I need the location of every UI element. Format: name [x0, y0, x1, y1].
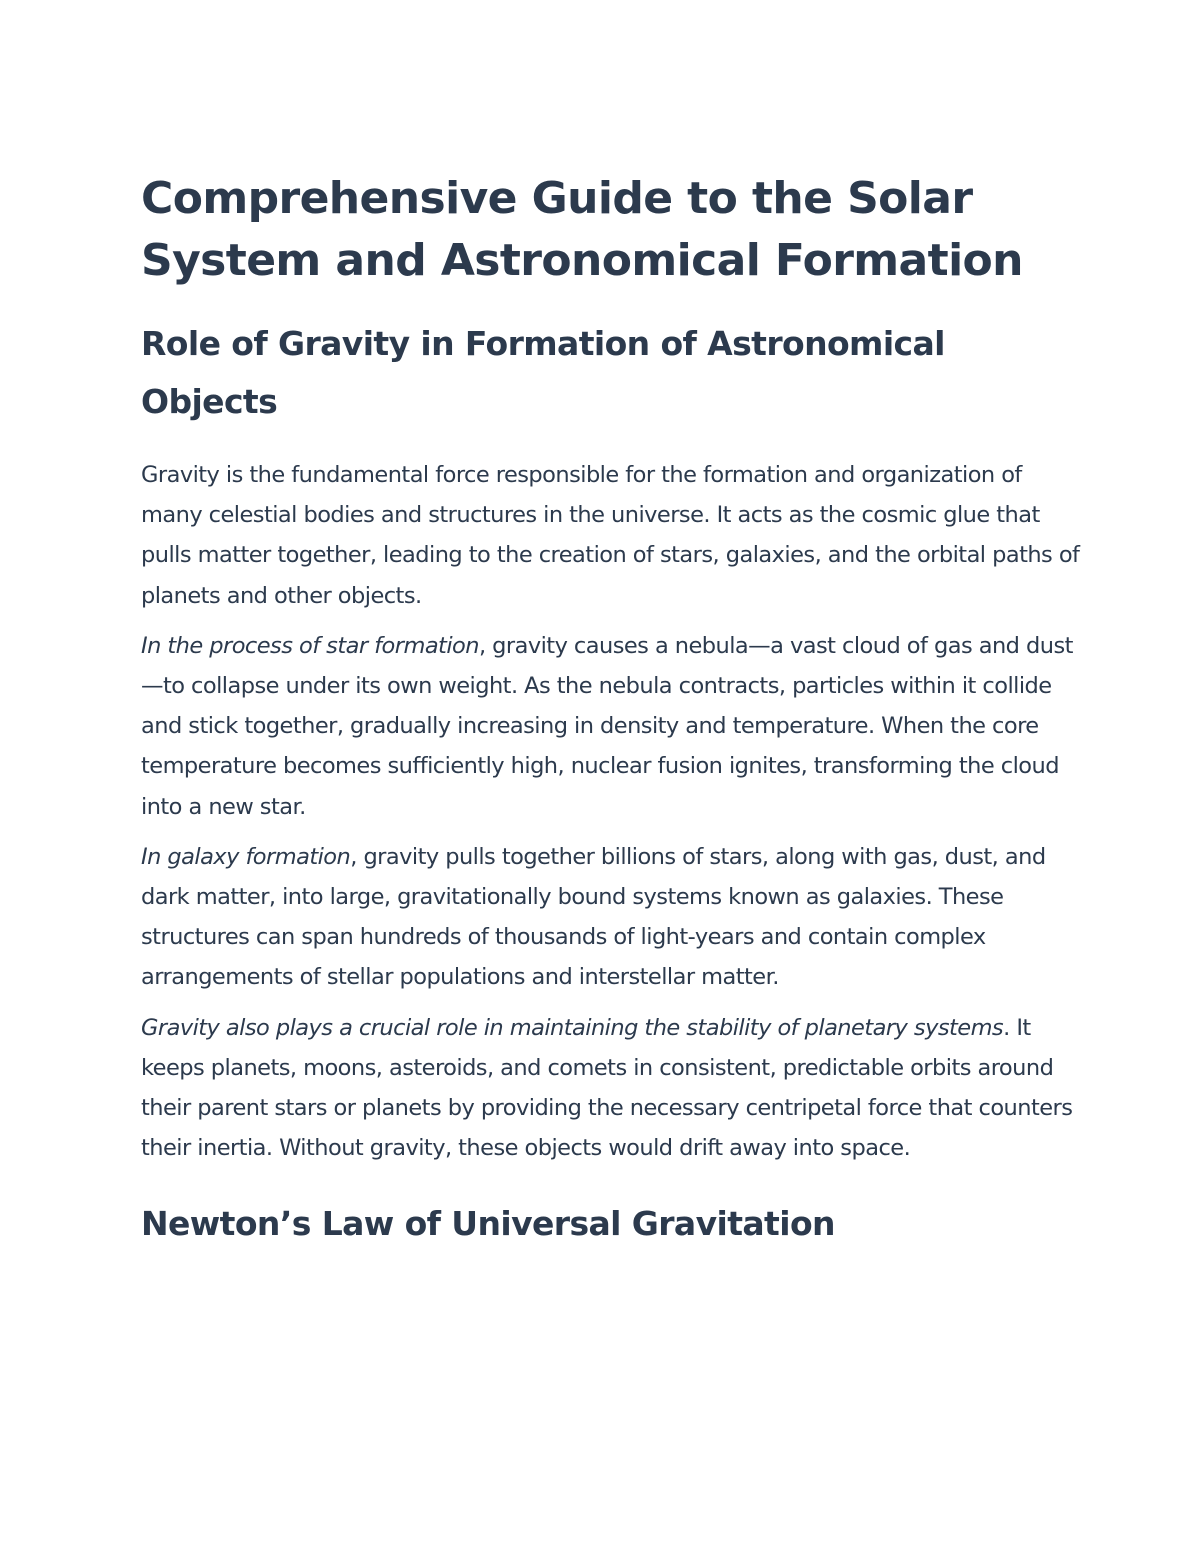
document-page — [141, 168, 1081, 1253]
paragraph-text: , gravity pulls together billions of stars, along with gas, dust, and dark matter, into large, gravitationally bound systems known as galaxies. These structures can span hundreds of thousands of light-years and contain complex arrangements of stellar populations and interstellar matter. — [141, 843, 1046, 991]
paragraph-lead-italic: In galaxy formation — [141, 843, 351, 870]
paragraph-text: , gravity causes a nebula—a vast cloud of gas and dust—to collapse under its own weight. As the nebula contracts, particles within it collide and stick together, gradually increasing in density and temperature. When the core temperature becomes sufficiently high, nuclear fusion ignites, transforming the cloud into a new star. — [141, 632, 1073, 820]
paragraph-galaxy-formation — [141, 837, 1081, 998]
paragraph-text: Gravity is the fundamental force responsible for the formation and organization of many celestial bodies and structures in the universe. It acts as the cosmic glue that pulls matter together, leading to the creation of stars, galaxies, and the orbital paths of planets and other objects. — [141, 462, 1080, 609]
paragraph-lead-italic: In the process of star formation — [141, 632, 479, 659]
section-heading-newtons-law: Newton’s Law of Universal Gravitation — [141, 1204, 835, 1244]
paragraph-planetary-stability — [141, 1008, 1081, 1169]
paragraph-lead-italic: Gravity also plays a crucial role in maintaining the stability of planetary systems — [141, 1014, 1004, 1041]
section-heading-gravity-role: Role of Gravity in Formation of Astronomical Objects — [141, 324, 945, 421]
paragraph-text: . It keeps planets, moons, asteroids, and comets in consistent, predictable orbits around their parent stars or planets by providing the necessary centripetal force that counters their inertia. Without gravity, these objects would drift away into space. — [141, 1014, 1073, 1162]
paragraph-gravity-intro — [141, 455, 1081, 616]
paragraph-star-formation — [141, 626, 1081, 827]
document-title: Comprehensive Guide to the Solar System and Astronomical Formation — [141, 173, 1023, 286]
